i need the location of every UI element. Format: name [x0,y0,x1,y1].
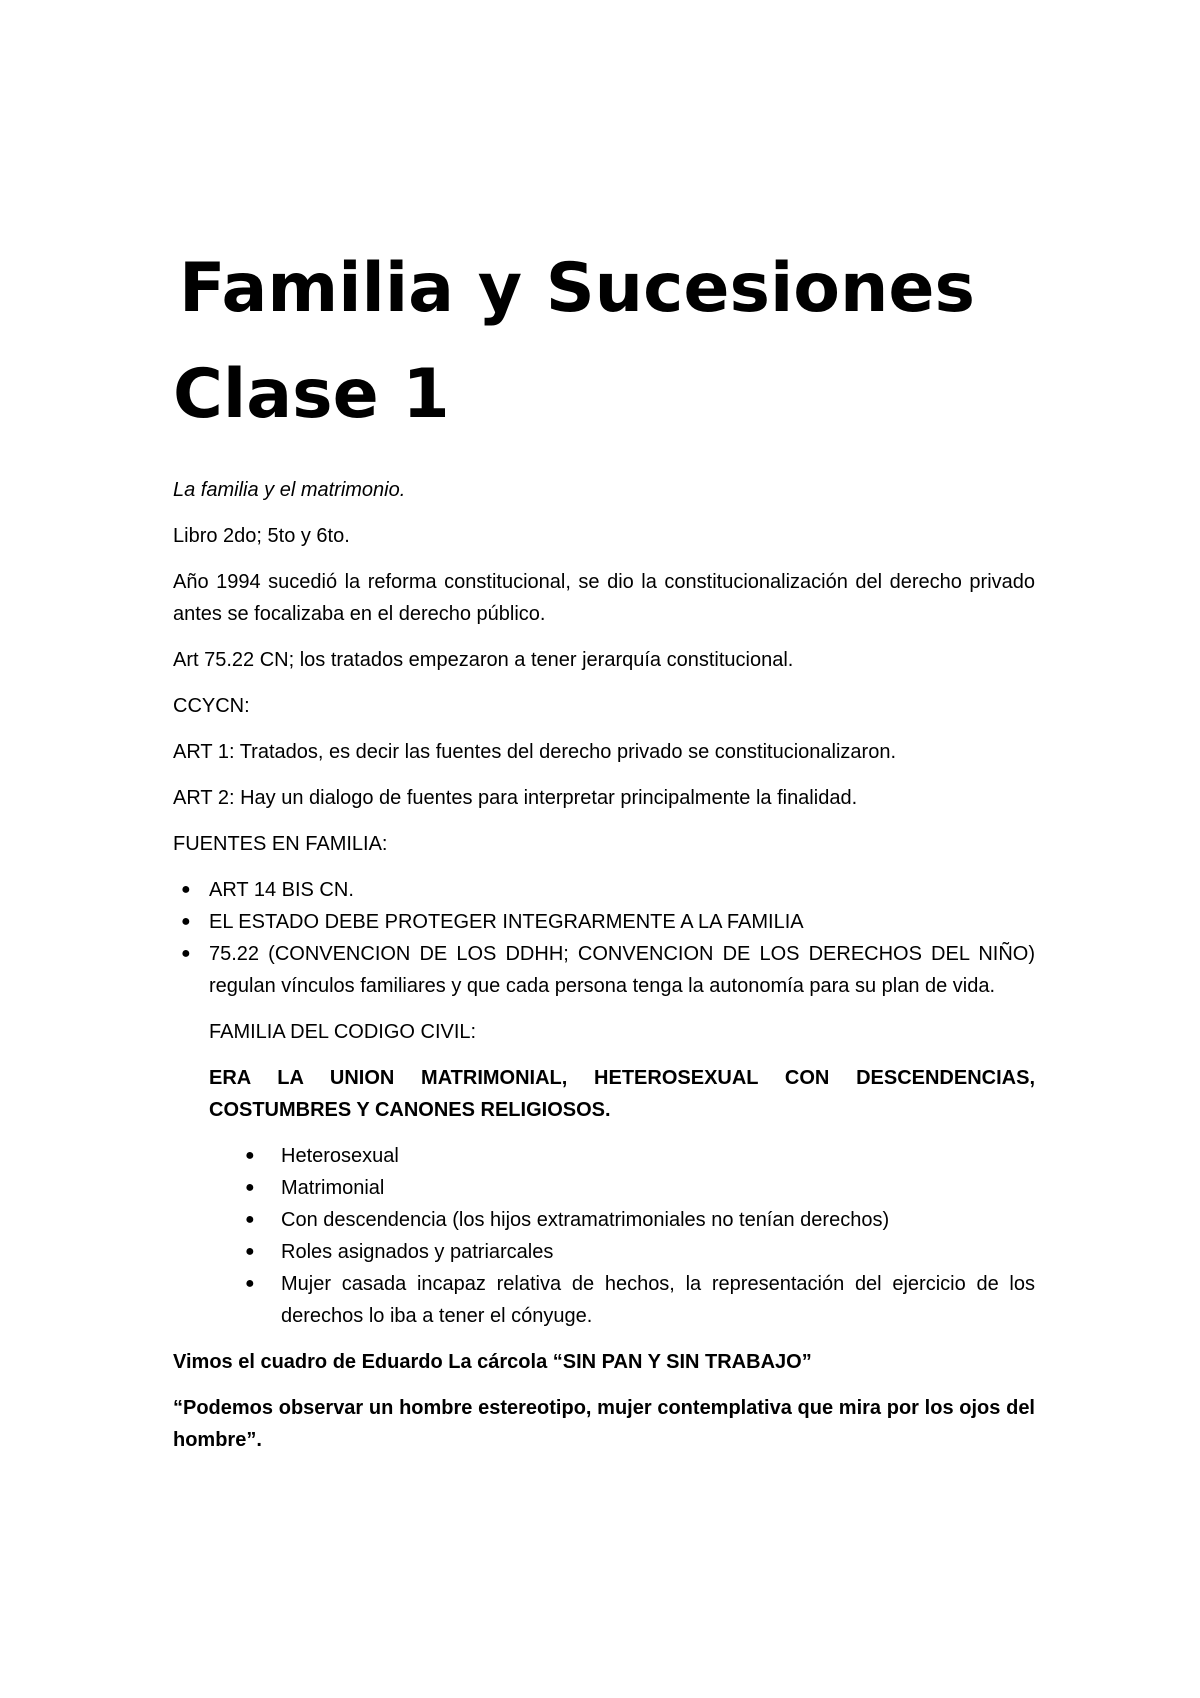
document-page [173,236,1035,1470]
codigo-civil-list [245,1140,1035,1332]
codigo-civil-definition: ERA LA UNION MATRIMONIAL, HETEROSEXUAL CON DESCENDENCIAS, COSTUMBRES Y CANONES RELIGIOSOS. [209,1067,1035,1121]
bullet-icon: ● [181,881,191,898]
fuentes-list [173,874,1035,1002]
subtitle: La familia y el matrimonio. [173,479,406,501]
bullet-icon: ● [245,1243,255,1260]
paragraph-1994: Año 1994 sucedió la reforma constitucional, se dio la constitucionalización del derecho privado antes se focalizaba en el derecho público. [173,571,1035,625]
document-title [173,236,1035,448]
bullet-icon: ● [181,945,191,962]
list-item: ● EL ESTADO DEBE PROTEGER INTEGRARMENTE A LA FAMILIA [173,906,1035,938]
paragraph-art2: ART 2: Hay un dialogo de fuentes para interpretar principalmente la finalidad. [173,787,858,809]
cuadro-line: Vimos el cuadro de Eduardo La cárcola “SIN PAN Y SIN TRABAJO” [173,1351,812,1373]
document-body [173,474,1035,1456]
bullet-icon: ● [181,913,191,930]
list-item: ● 75.22 (CONVENCION DE LOS DDHH; CONVENCION DE LOS DERECHOS DEL NIÑO) regulan vínculos familiares y que cada persona tenga la autonomía para su plan de vida. [173,938,1035,1002]
bullet-icon: ● [245,1179,255,1196]
list-item: ● Con descendencia (los hijos extramatrimoniales no tenían derechos) [245,1204,1035,1236]
list-item: ● Heterosexual [245,1140,1035,1172]
list-item: ● Roles asignados y patriarcales [245,1236,1035,1268]
title-line-2: Clase 1 [173,355,450,434]
fuentes-heading: FUENTES EN FAMILIA: [173,833,388,855]
list-item: ● ART 14 BIS CN. [173,874,1035,906]
list-item: ● Matrimonial [245,1172,1035,1204]
codigo-civil-heading: FAMILIA DEL CODIGO CIVIL: [209,1021,477,1043]
paragraph-art1: ART 1: Tratados, es decir las fuentes del derecho privado se constitucionalizaron. [173,741,896,763]
title-line-1: Familia y Sucesiones [179,249,976,328]
paragraph-art75: Art 75.22 CN; los tratados empezaron a tener jerarquía constitucional. [173,649,794,671]
list-item: ● Mujer casada incapaz relativa de hechos, la representación del ejercicio de los derechos lo iba a tener el cónyuge. [245,1268,1035,1332]
cuadro-quote: “Podemos observar un hombre estereotipo, mujer contemplativa que mira por los ojos del hombre”. [173,1397,1035,1451]
paragraph-ccycn: CCYCN: [173,695,250,717]
bullet-icon: ● [245,1211,255,1228]
bullet-icon: ● [245,1147,255,1164]
paragraph-libro: Libro 2do; 5to y 6to. [173,525,350,547]
bullet-icon: ● [245,1275,255,1292]
